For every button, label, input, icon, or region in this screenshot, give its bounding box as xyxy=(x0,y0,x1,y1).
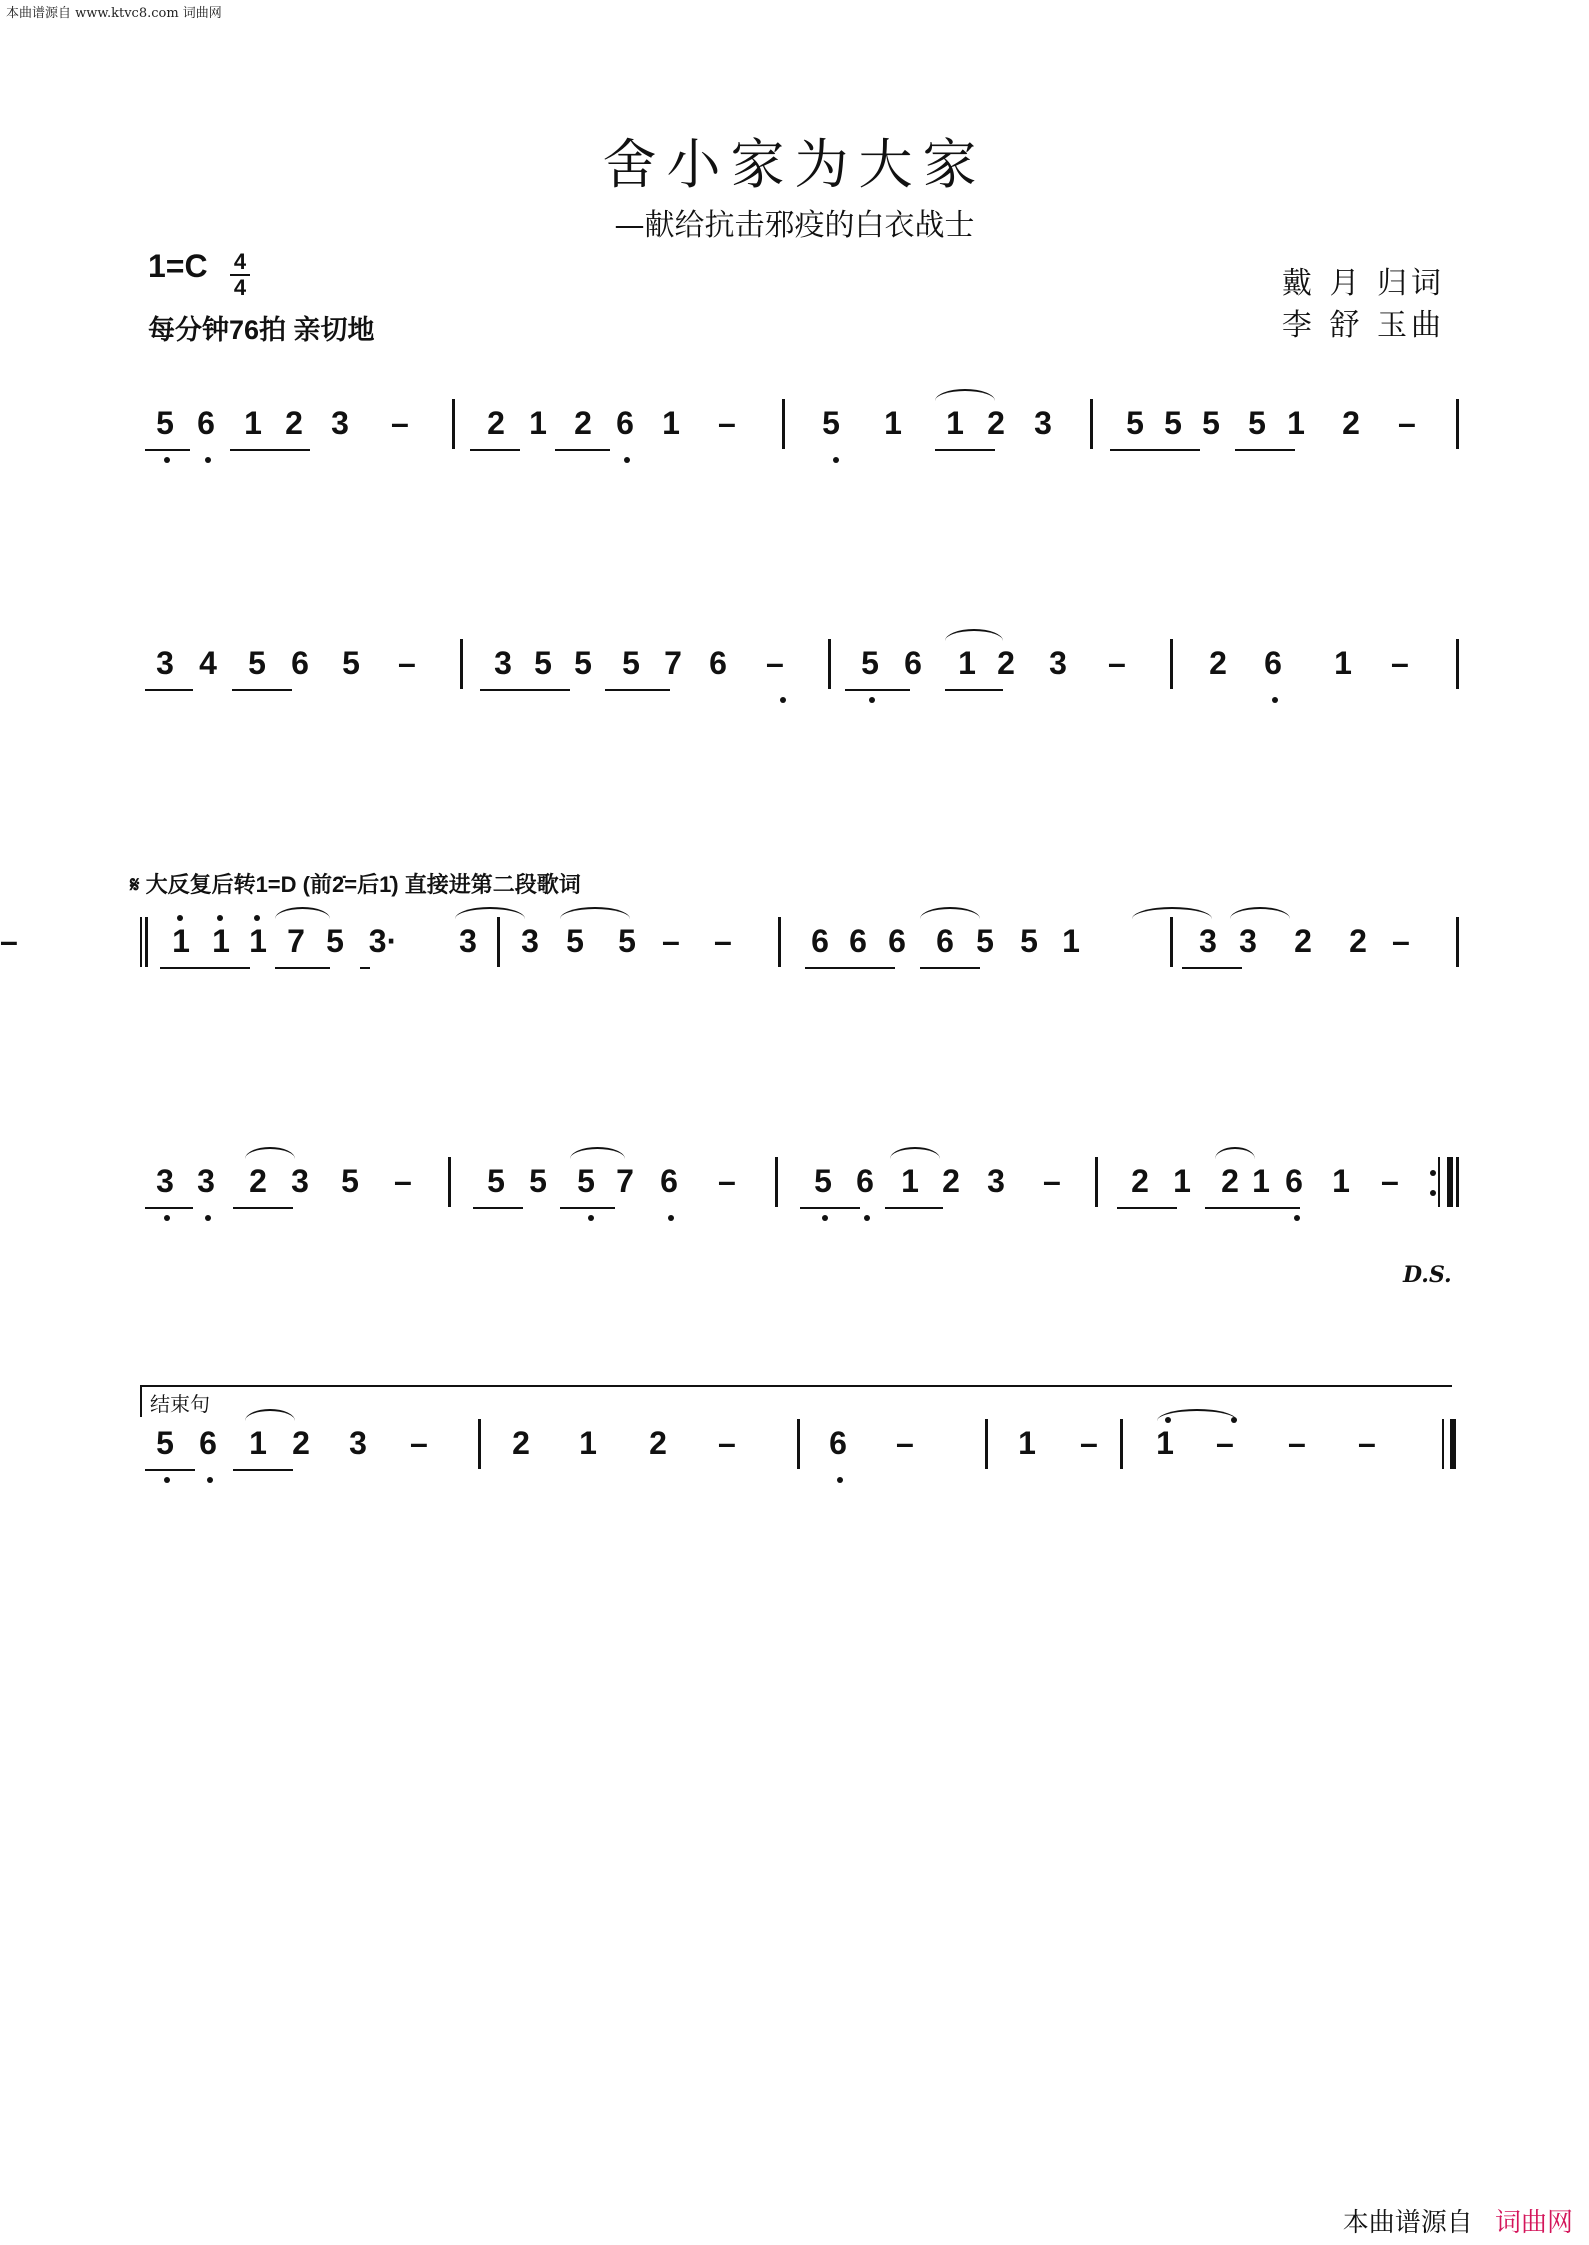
key-signature: 1=C xyxy=(148,248,208,284)
low-octave-dot xyxy=(164,457,170,463)
repeat-instruction: 𝄋 大反复后转1=D (前2̇=后1̇) 直接进第二段歌词 xyxy=(130,872,581,897)
barline xyxy=(1456,917,1459,967)
barline xyxy=(478,1419,481,1469)
note: 3 xyxy=(459,923,477,959)
repeat-barline-thick xyxy=(1447,1157,1453,1207)
beam xyxy=(145,689,193,691)
barline xyxy=(452,399,455,449)
note: 3 xyxy=(1034,405,1052,441)
barline xyxy=(448,1157,451,1207)
note: 1 xyxy=(244,405,262,441)
slur xyxy=(275,907,330,919)
beam xyxy=(555,449,610,451)
beam xyxy=(1235,449,1295,451)
barline xyxy=(985,1419,988,1469)
high-octave-dot xyxy=(254,915,260,921)
note: 2 xyxy=(997,645,1015,681)
repeat-dot xyxy=(1430,1190,1436,1196)
ds-mark: D.S. xyxy=(1403,1262,1452,1288)
note: 3 xyxy=(156,645,174,681)
low-octave-dot xyxy=(205,457,211,463)
note: 5 xyxy=(822,405,840,441)
sustain-dash: – xyxy=(1391,645,1409,681)
note: 5 xyxy=(566,923,584,959)
note: 5 xyxy=(976,923,994,959)
note: 6 xyxy=(849,923,867,959)
note: 2 xyxy=(1131,1163,1149,1199)
beam xyxy=(800,1207,860,1209)
note: 5 xyxy=(326,923,344,959)
low-octave-dot xyxy=(864,1215,870,1221)
note: 1 xyxy=(1287,405,1305,441)
note: 1 xyxy=(1156,1425,1174,1461)
slur xyxy=(1230,907,1290,919)
barline xyxy=(775,1157,778,1207)
beam xyxy=(470,449,520,451)
low-octave-dot xyxy=(869,697,875,703)
sustain-dash: – xyxy=(410,1425,428,1461)
final-barline-thick xyxy=(1450,1419,1456,1469)
note: 1 xyxy=(1332,1163,1350,1199)
barline xyxy=(145,917,148,967)
footer-site: 词曲网 xyxy=(1494,2208,1573,2238)
barline xyxy=(1120,1419,1123,1469)
note: 5 xyxy=(341,1163,359,1199)
note: 3· xyxy=(368,923,398,959)
note: 2 xyxy=(512,1425,530,1461)
beam xyxy=(1117,1207,1177,1209)
note: 1 xyxy=(662,405,680,441)
note: 2 xyxy=(249,1163,267,1199)
note: 6 xyxy=(197,405,215,441)
barline xyxy=(1170,639,1173,689)
note: 2 xyxy=(1349,923,1367,959)
note: 2 xyxy=(292,1425,310,1461)
barline xyxy=(1170,917,1173,967)
slur xyxy=(890,1147,940,1159)
note: 6 xyxy=(888,923,906,959)
high-octave-dot xyxy=(217,915,223,921)
low-octave-dot xyxy=(1294,1215,1300,1221)
barline-end xyxy=(1456,1157,1459,1207)
beam xyxy=(230,449,310,451)
note: 2 xyxy=(1209,645,1227,681)
note: 3 xyxy=(1239,923,1257,959)
note: 5 xyxy=(1126,405,1144,441)
note: 1 xyxy=(1018,1425,1036,1461)
beam xyxy=(935,449,995,451)
note: 5 xyxy=(1020,923,1038,959)
note: 3 xyxy=(1049,645,1067,681)
note: 1 xyxy=(1334,645,1352,681)
lyricist-credit: 戴 月 归词 xyxy=(1281,266,1445,301)
sustain-dash: – xyxy=(391,405,409,441)
slur xyxy=(245,1147,295,1159)
note: 6 xyxy=(829,1425,847,1461)
note: 7 xyxy=(287,923,305,959)
note: 6 xyxy=(856,1163,874,1199)
note: 1 xyxy=(249,1425,267,1461)
note: 7 xyxy=(664,645,682,681)
note: 2 xyxy=(942,1163,960,1199)
note: 5 xyxy=(574,645,592,681)
beam xyxy=(145,449,190,451)
note: 3 xyxy=(197,1163,215,1199)
low-octave-dot xyxy=(205,1215,211,1221)
tempo-marking: 每分钟76拍 亲切地 xyxy=(148,315,375,345)
low-octave-dot xyxy=(207,1477,213,1483)
note: 5 xyxy=(248,645,266,681)
beam xyxy=(1110,449,1200,451)
sustain-dash: – xyxy=(1043,1163,1061,1199)
barline xyxy=(828,639,831,689)
note: 5 xyxy=(156,1425,174,1461)
sustain-dash: – xyxy=(394,1163,412,1199)
note: 1 xyxy=(249,923,267,959)
note: 5 xyxy=(1248,405,1266,441)
low-octave-dot xyxy=(624,457,630,463)
slur xyxy=(945,629,1003,641)
sustain-dash: – xyxy=(714,923,732,959)
low-octave-dot xyxy=(588,1215,594,1221)
sustain-dash: – xyxy=(1108,645,1126,681)
beam xyxy=(1182,967,1242,969)
beam xyxy=(805,967,895,969)
note: 1 xyxy=(946,405,964,441)
beam xyxy=(360,967,370,969)
note: 6 xyxy=(1285,1163,1303,1199)
note: 2 xyxy=(649,1425,667,1461)
note: 1 xyxy=(1173,1163,1191,1199)
sustain-dash: – xyxy=(1398,405,1416,441)
note: 1 xyxy=(901,1163,919,1199)
note: 2 xyxy=(1342,405,1360,441)
sustain-dash: – xyxy=(896,1425,914,1461)
barline xyxy=(797,1419,800,1469)
repeat-barline-thin xyxy=(1438,1157,1440,1207)
time-signature xyxy=(230,250,250,300)
sustain-dash: – xyxy=(1216,1425,1234,1461)
footer-source: 本曲谱源自 xyxy=(1342,2208,1473,2238)
slur xyxy=(560,907,630,919)
beam xyxy=(605,689,670,691)
start-repeat-barline xyxy=(140,917,142,967)
note: 1 xyxy=(958,645,976,681)
slur xyxy=(1132,907,1212,919)
note: 5 xyxy=(156,405,174,441)
sustain-dash: – xyxy=(1288,1425,1306,1461)
composer-credit: 李 舒 玉曲 xyxy=(1281,308,1445,343)
note: 5 xyxy=(534,645,552,681)
note: 2 xyxy=(1221,1163,1239,1199)
note: 5 xyxy=(622,645,640,681)
note: 1 xyxy=(1062,923,1080,959)
beam xyxy=(885,1207,943,1209)
note: 1 xyxy=(172,923,190,959)
barline xyxy=(1095,1157,1098,1207)
note: 2 xyxy=(285,405,303,441)
song-subtitle: —献给抗击邪疫的白衣战士 xyxy=(614,208,975,243)
sustain-dash: – xyxy=(766,645,784,681)
low-octave-dot xyxy=(822,1215,828,1221)
note: 5 xyxy=(1164,405,1182,441)
note: 2 xyxy=(1294,923,1312,959)
slur xyxy=(1215,1147,1255,1159)
note: 5 xyxy=(1202,405,1220,441)
beam xyxy=(1205,1207,1300,1209)
note: 2 xyxy=(574,405,592,441)
beam xyxy=(945,689,1003,691)
low-octave-dot xyxy=(668,1215,674,1221)
note: 5 xyxy=(529,1163,547,1199)
note: 6 xyxy=(660,1163,678,1199)
barline xyxy=(497,917,500,967)
beam xyxy=(145,1469,195,1471)
sustain-dash: – xyxy=(398,645,416,681)
sustain-dash: – xyxy=(1080,1425,1098,1461)
sustain-dash: – xyxy=(662,923,680,959)
note: 5 xyxy=(861,645,879,681)
barline xyxy=(1456,639,1459,689)
note: 5 xyxy=(487,1163,505,1199)
low-octave-dot xyxy=(837,1477,843,1483)
repeat-dot xyxy=(1430,1170,1436,1176)
ending-bracket xyxy=(140,1385,1452,1417)
slur xyxy=(935,389,995,401)
slur xyxy=(455,907,525,919)
note: 3 xyxy=(521,923,539,959)
beam xyxy=(560,1207,615,1209)
note: 4 xyxy=(199,645,217,681)
note: 6 xyxy=(709,645,727,681)
beam xyxy=(473,1207,523,1209)
beam xyxy=(233,1207,293,1209)
sustain-dash: – xyxy=(0,923,18,959)
note: 6 xyxy=(291,645,309,681)
note: 1 xyxy=(212,923,230,959)
sustain-dash: – xyxy=(718,1425,736,1461)
note: 3 xyxy=(291,1163,309,1199)
time-signature-top: 4 xyxy=(233,249,247,274)
barline xyxy=(1456,399,1459,449)
beam xyxy=(920,967,980,969)
low-octave-dot xyxy=(164,1215,170,1221)
slur xyxy=(570,1147,625,1159)
barline xyxy=(1090,399,1093,449)
beam xyxy=(160,967,250,969)
slur xyxy=(920,907,980,919)
barline xyxy=(460,639,463,689)
low-octave-dot xyxy=(833,457,839,463)
note: 5 xyxy=(577,1163,595,1199)
note: 3 xyxy=(156,1163,174,1199)
note: 1 xyxy=(529,405,547,441)
note: 3 xyxy=(1199,923,1217,959)
beam xyxy=(232,689,292,691)
song-title: 舍小家为大家 xyxy=(602,133,987,196)
note: 3 xyxy=(987,1163,1005,1199)
barline xyxy=(782,399,785,449)
note: 6 xyxy=(199,1425,217,1461)
beam xyxy=(233,1469,293,1471)
note: 1 xyxy=(1252,1163,1270,1199)
note: 6 xyxy=(811,923,829,959)
beam xyxy=(275,967,330,969)
sustain-dash: – xyxy=(718,405,736,441)
low-octave-dot xyxy=(1272,697,1278,703)
sustain-dash: – xyxy=(718,1163,736,1199)
note: 5 xyxy=(618,923,636,959)
time-signature-bottom: 4 xyxy=(233,275,247,300)
footer xyxy=(1343,2202,1573,2239)
note: 2 xyxy=(487,405,505,441)
note: 1 xyxy=(579,1425,597,1461)
ending-label: 结束句 xyxy=(150,1392,210,1416)
note: 3 xyxy=(349,1425,367,1461)
barline xyxy=(778,917,781,967)
sustain-dash: – xyxy=(1381,1163,1399,1199)
note: 5 xyxy=(342,645,360,681)
beam xyxy=(480,689,570,691)
high-octave-dot xyxy=(177,915,183,921)
low-octave-dot xyxy=(780,697,786,703)
note: 1 xyxy=(884,405,902,441)
note: 6 xyxy=(904,645,922,681)
note: 6 xyxy=(616,405,634,441)
header-source-text: 本曲谱源自 www.ktvc8.com 词曲网 xyxy=(6,6,222,21)
beam xyxy=(145,1207,193,1209)
sustain-dash: – xyxy=(1392,923,1410,959)
note: 6 xyxy=(1264,645,1282,681)
final-barline-thin xyxy=(1442,1419,1444,1469)
note: 3 xyxy=(494,645,512,681)
low-octave-dot xyxy=(164,1477,170,1483)
note: 5 xyxy=(814,1163,832,1199)
note: 7 xyxy=(616,1163,634,1199)
sustain-dash: – xyxy=(1358,1425,1376,1461)
note: 3 xyxy=(331,405,349,441)
beam xyxy=(845,689,910,691)
note: 2 xyxy=(987,405,1005,441)
note: 6 xyxy=(936,923,954,959)
